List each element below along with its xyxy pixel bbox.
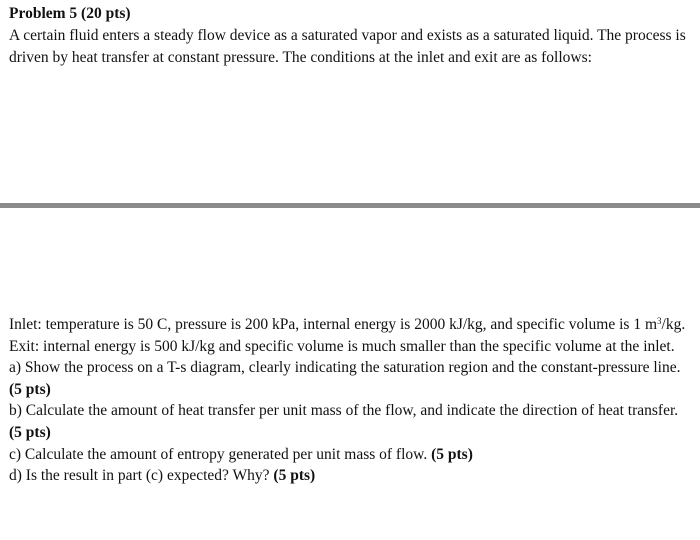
question-b-points: (5 pts): [9, 423, 51, 441]
exit-conditions: Exit: internal energy is 500 kJ/kg and specific volume is much smaller than the specific volume at the inlet.: [9, 337, 675, 355]
inlet-conditions: [9, 314, 693, 336]
question-d: [9, 465, 693, 487]
question-d-text: d) Is the result in part (c) expected? Why?: [9, 467, 274, 485]
inlet-unit-tail: /kg.: [661, 316, 686, 333]
inlet-exponent: 3: [657, 316, 662, 326]
question-c: [9, 444, 693, 466]
section-divider: [0, 203, 700, 208]
problem-title: Problem 5 (20 pts): [9, 5, 131, 22]
conditions-and-questions: [9, 314, 693, 487]
problem-statement: [9, 3, 693, 69]
question-b: [9, 400, 693, 443]
question-d-points: (5 pts): [273, 467, 316, 485]
question-c-text: c) Calculate the amount of entropy generated per unit mass of flow.: [9, 445, 432, 463]
question-a: [9, 357, 693, 400]
problem-intro: A certain fluid enters a steady flow device as a saturated vapor and exists as a saturated liquid. The process is driven by heat transfer at constant pressure. The conditions at the inlet and exit are as follows:: [9, 27, 686, 66]
question-a-text: a) Show the process on a T-s diagram, clearly indicating the saturation region and the constant-pressure line.: [9, 359, 681, 377]
inlet-text: Inlet: temperature is 50 C, pressure is 200 kPa, internal energy is 2000 kJ/kg, and specific volume is 1 m: [9, 316, 658, 333]
question-b-text: b) Calculate the amount of heat transfer per unit mass of the flow, and indicate the direction of heat transfer.: [9, 402, 679, 420]
question-c-points: (5 pts): [431, 445, 473, 463]
question-a-points: (5 pts): [9, 380, 51, 398]
